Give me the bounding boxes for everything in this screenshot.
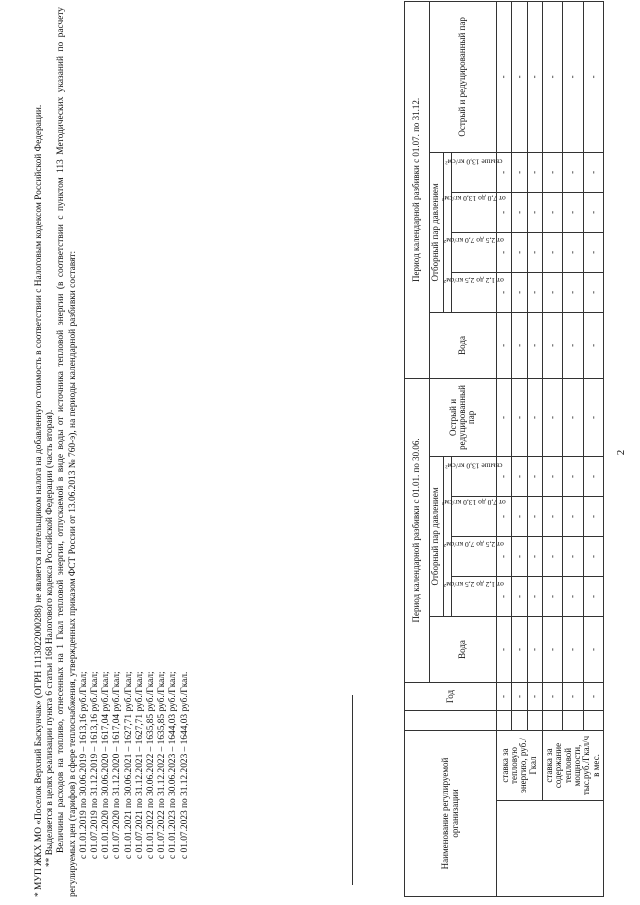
header-water-second: Вода <box>429 312 496 378</box>
value-cell: - <box>583 576 603 616</box>
period-item: с 01.01.2020 по 30.06.2020 – 1617,04 руб./Гкал; <box>101 671 112 859</box>
value-cell: - <box>497 536 512 576</box>
period-item: с 01.07.2022 по 31.12.2022 – 1635,85 руб./Гкал; <box>157 671 168 859</box>
value-cell: - <box>527 152 542 192</box>
tariff-table <box>404 1 604 897</box>
value-cell: - <box>542 192 562 232</box>
period-item: с 01.01.2021 по 30.06.2021 – 1627,71 руб./Гкал; <box>123 671 134 859</box>
table-row <box>542 1 562 896</box>
pressure-first-1: от 1,2 до 2,5 кг/см² <box>452 576 497 616</box>
value-cell: - <box>542 496 562 536</box>
value-cell: - <box>497 576 512 616</box>
value-cell: - <box>497 616 512 682</box>
value-cell: - <box>542 576 562 616</box>
value-cell: - <box>512 272 527 312</box>
spacer-cell <box>497 710 512 730</box>
period-item: с 01.01.2019 по 30.06.2019 – 1613,16 руб./Гкал; <box>78 671 89 859</box>
spacer-cell <box>527 710 542 730</box>
value-cell: - <box>527 456 542 496</box>
footnote-divider <box>352 695 353 885</box>
value-cell: - <box>583 232 603 272</box>
spacer-cell <box>512 710 527 730</box>
value-cell: - <box>563 272 583 312</box>
value-cell: - <box>512 232 527 272</box>
notes-section <box>34 7 191 897</box>
value-cell: - <box>563 496 583 536</box>
value-cell: - <box>542 536 562 576</box>
value-cell: - <box>563 232 583 272</box>
tariff-type-cell: ставка за содержание тепловой мощности, тыс.руб./Гкал/ч в мес. <box>542 730 603 800</box>
pressure-second-4: свыше 13,0 кг/см² <box>452 152 497 192</box>
value-cell: - <box>583 272 603 312</box>
value-cell: - <box>583 616 603 682</box>
value-cell: - <box>527 378 542 456</box>
value-cell: - <box>497 312 512 378</box>
value-cell: - <box>563 152 583 192</box>
value-cell: - <box>497 232 512 272</box>
fuel-costs-paragraph: Величины расходов на топливо, отнесенных на 1 Гкал тепловой энергии, отпускаемой в виде воды от источника тепловой энергии (в соответствии с пунктом 113 Методических указаний по расчету регулируемых цен (тарифов) в сфере теплоснабжения, утвержденных приказом ФСТ России от 13.06.2013 № 760-э), на периоды календарной разбивки составят: <box>56 7 78 897</box>
value-cell: - <box>512 152 527 192</box>
pressure-second-2: от 2,5 до 7,0 кг/см² <box>452 232 497 272</box>
header-sharp-steam-second: Острый и редуцированный пар <box>429 1 496 152</box>
value-cell: - <box>497 378 512 456</box>
value-cell: - <box>497 192 512 232</box>
value-cell: - <box>583 192 603 232</box>
value-cell: - <box>497 496 512 536</box>
tariff-type-cell: ставка за тепловую энергию, руб./Гкал <box>497 730 543 800</box>
value-cell: - <box>542 312 562 378</box>
spacer-cell <box>563 710 583 730</box>
header-year: Год <box>405 682 497 710</box>
value-cell: - <box>512 1 527 152</box>
header-extract-steam-first: Отборный пар давлением <box>429 456 443 616</box>
year-cell: - <box>563 682 583 710</box>
value-cell: - <box>563 312 583 378</box>
page-number: 2 <box>615 449 627 456</box>
value-cell: - <box>542 616 562 682</box>
footnote-1: * МУП ЖКХ МО «Поселок Верхний Баскунчак» (ОГРН 1113022000288) не является плательщиком налога на добавленную стоимость в соответствии с Налоговым кодексом Российской Федерации. <box>34 104 44 897</box>
footnote-2: ** Выделяется в целях реализации пункта 6 статьи 168 Налогового кодекса Российской Федерации (часть вторая). <box>45 409 56 867</box>
value-cell: - <box>512 536 527 576</box>
value-cell: - <box>542 272 562 312</box>
value-cell: - <box>583 536 603 576</box>
value-cell: - <box>563 192 583 232</box>
value-cell: - <box>563 1 583 152</box>
value-cell: - <box>527 192 542 232</box>
value-cell: - <box>563 536 583 576</box>
value-cell: - <box>563 378 583 456</box>
period-item: с 01.07.2019 по 31.12.2019 – 1613,16 руб./Гкал; <box>90 671 101 859</box>
value-cell: - <box>542 456 562 496</box>
value-cell: - <box>527 536 542 576</box>
value-cell: - <box>527 232 542 272</box>
year-cell: - <box>497 682 512 710</box>
pressure-second-3: от 7,0 до 13,0 кг/см² <box>452 192 497 232</box>
period-item: с 01.07.2020 по 31.12.2020 – 1617,04 руб./Гкал; <box>112 671 123 859</box>
value-cell: - <box>512 496 527 536</box>
value-cell: - <box>497 272 512 312</box>
value-cell: - <box>542 152 562 192</box>
value-cell: - <box>563 456 583 496</box>
value-cell: - <box>512 312 527 378</box>
value-cell: - <box>583 152 603 192</box>
header-water-first: Вода <box>429 616 496 682</box>
value-cell: - <box>583 1 603 152</box>
spacer-cell <box>583 710 603 730</box>
period-list <box>79 7 191 897</box>
period-item: с 01.07.2021 по 31.12.2021 – 1627,71 руб./Гкал; <box>134 671 145 859</box>
value-cell: - <box>583 496 603 536</box>
value-cell: - <box>563 616 583 682</box>
year-cell: - <box>583 682 603 710</box>
value-cell: - <box>527 1 542 152</box>
header-period-second: Период календарной разбивки с 01.07. по 31.12. <box>405 1 430 378</box>
value-cell: - <box>527 616 542 682</box>
header-org-name: Наименование регулируемой организации <box>405 730 497 896</box>
spacer-cell <box>542 710 562 730</box>
value-cell: - <box>497 152 512 192</box>
year-cell: - <box>527 682 542 710</box>
value-cell: - <box>527 576 542 616</box>
value-cell: - <box>527 272 542 312</box>
value-cell: - <box>512 576 527 616</box>
period-item: с 01.07.2023 по 31.12.2023 – 1644,03 руб./Гкал. <box>179 671 190 859</box>
value-cell: - <box>583 312 603 378</box>
value-cell: - <box>542 232 562 272</box>
value-cell: - <box>583 456 603 496</box>
value-cell: - <box>497 1 512 152</box>
value-cell: - <box>583 378 603 456</box>
value-cell: - <box>512 192 527 232</box>
value-cell: - <box>527 496 542 536</box>
header-spacer <box>405 710 497 730</box>
header-sharp-steam-first: Острый и редуцированный пар <box>429 378 496 456</box>
value-cell: - <box>542 1 562 152</box>
year-cell: - <box>512 682 527 710</box>
value-cell: - <box>512 378 527 456</box>
value-cell: - <box>497 456 512 496</box>
pressure-second-1: от 1,2 до 2,5 кг/см² <box>452 272 497 312</box>
table-row <box>497 1 512 896</box>
value-cell: - <box>527 312 542 378</box>
value-cell: - <box>512 616 527 682</box>
org-name-cell <box>497 801 604 897</box>
value-cell: - <box>542 378 562 456</box>
pressure-first-4: свыше 13,0 кг/см² <box>452 456 497 496</box>
header-period-first: Период календарной разбивки с 01.01. по 30.06. <box>405 378 430 682</box>
pressure-first-3: от 7,0 до 13,0 кг/см² <box>452 496 497 536</box>
value-cell: - <box>563 576 583 616</box>
header-extract-steam-second: Отборный пар давлением <box>429 152 443 312</box>
value-cell: - <box>512 456 527 496</box>
period-item: с 01.01.2023 по 30.06.2023 – 1644,03 руб./Гкал; <box>168 671 179 859</box>
period-item: с 01.01.2022 по 30.06.2022 – 1635,85 руб./Гкал; <box>146 671 157 859</box>
year-cell: - <box>542 682 562 710</box>
pressure-first-2: от 2,5 до 7,0 кг/см² <box>452 536 497 576</box>
